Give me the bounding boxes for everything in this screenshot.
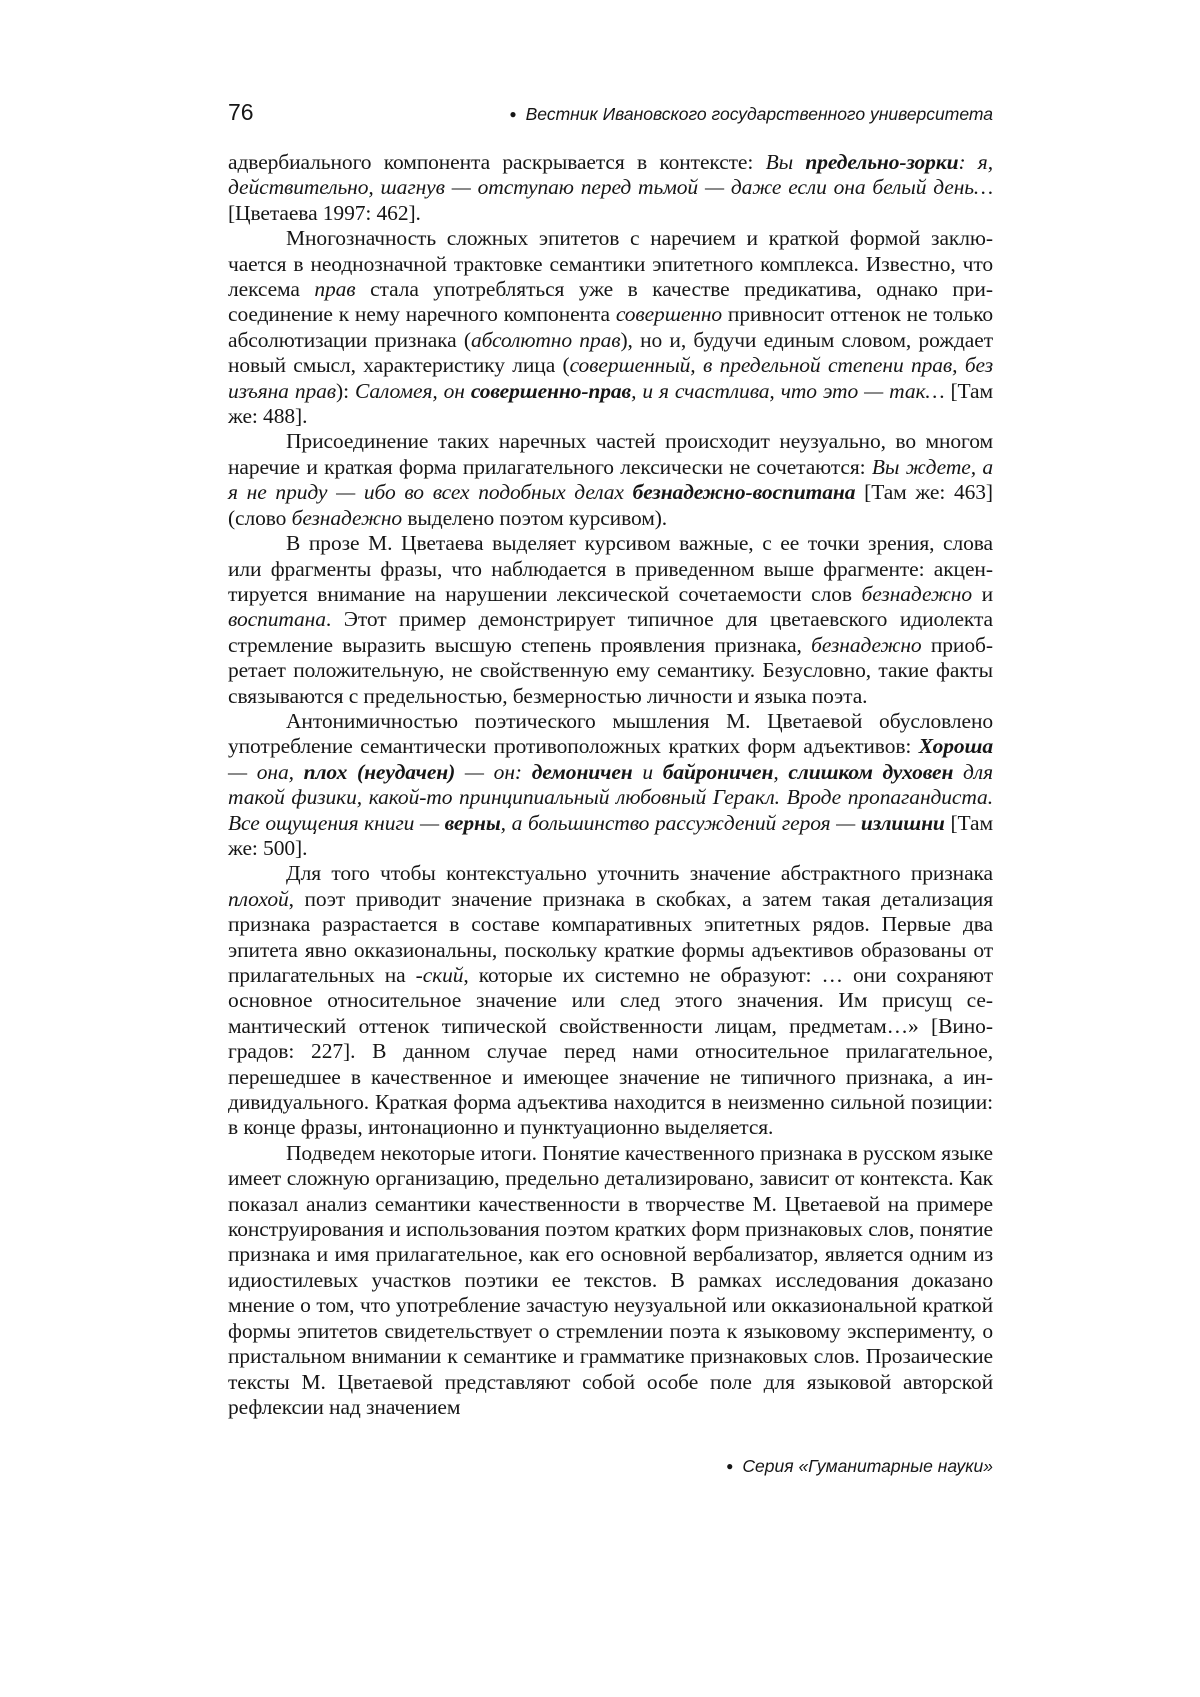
journal-title: Вестник Ивановского государственного университета [525, 104, 993, 124]
text-run: Подведем некоторые итоги. Понятие качественного признака в русском языке имеет сложную организацию, предельно детализировано, зависит от контекста. Как показал анализ семантики качественности в творчестве М. Цветаевой на примере конструирования и использования поэтом кратких форм признаковых слов, понятие признака и имя прилагательное, как его основной вербализатор, является одним из идиостилевых участков поэтики ее текстов. В рамках исследования доказано мнение о том, что употребление зачастую неузуальной или окказиональной краткой формы эпитетов свидетельствует о стремлении поэта к языковому эксперименту, о пристальном внимании к семантике и грамматике признаковых слов. Прозаические тексты М. Цветаевой представляют собой особе поле для языковой авторской рефлексии над значением [228, 1140, 993, 1419]
text-run: , а большинство рассуждений героя — [500, 810, 861, 835]
text-run: ): [336, 378, 355, 403]
text-run: верны [444, 810, 501, 835]
text-run: байроничен [662, 759, 774, 784]
text-run: , которые их системно не образуют: … они сохраняют основное относительное значение или след этого значения. Им присущ семантический оттенок типической свойственности лицам, предметам…» [Виноградов: 227]. В данном случае перед нами относительное прилагательное, перешедшее в качественное и имеющее значение не типичного признака, а индивидуального. Краткая форма адъектива находится в неизменно сильной позиции: в конце фразы, интонационно и пунктуационно выделяется. [228, 963, 994, 1140]
page-header [228, 101, 993, 125]
text-run: Для того чтобы контекстуально уточнить значение абстрактного признака [286, 861, 993, 886]
text-run: . Этот пример демонстрирует типичное для цветаевского идиолекта стремление выразить высшую степень проявления признака, [228, 607, 993, 657]
text-run: Многозначность сложных эпитетов с наречием и краткой формой заключается в неоднозначной трактовке семантики эпитетного комплекса. Известно, что лексема [228, 226, 993, 302]
text-run: для такой физики, какой-то принципиальный любовный Геракл. Вроде пропагандиста. Все ощущения книги — [228, 759, 993, 835]
page-number: 76 [228, 99, 254, 125]
bullet-icon: ● [726, 1459, 734, 1473]
text-run: привносит оттенок не только абсолютизации признака ( [228, 302, 993, 352]
text-run: , и я счастлива, что это — так… [631, 378, 951, 403]
text-run: В прозе М. Цветаева выделяет курсивом важные, с ее точки зрения, слова или фрагменты фразы, что наблюдается в приведенном выше фрагменте: акцентируется внимание на нарушении лексической сочетаемости слов [228, 531, 993, 606]
paragraph [228, 709, 993, 861]
text-run: прав [314, 277, 356, 302]
text-run: Антонимичностью поэтического мышления М. Цветаевой обусловлено употребление семантически противоположных кратких форм адъективов: [228, 708, 993, 759]
text-run: безнадежно-воспитана [632, 480, 856, 505]
text-run: совершенный, в предельной степени прав, без изъяна прав [228, 353, 993, 403]
text-run: абсолютно прав [470, 327, 621, 352]
paragraph [228, 429, 993, 531]
text-run: Вы ждете, а я не приду — ибо во всех подобных делах [228, 454, 993, 505]
text-run: Хороша [918, 734, 993, 759]
paragraph [228, 226, 993, 429]
series-title: Серия «Гуманитарные науки» [742, 1456, 993, 1476]
text-run: ), но и, будучи единым словом, рождает новый смысл, характеристику лица ( [228, 327, 993, 378]
text-run: , [773, 759, 789, 784]
text-run: предельно-зорки [805, 150, 959, 174]
text-run: стала употребляться уже в качестве предикатива, однако присоединение к нему наречного компонента [228, 277, 993, 327]
paragraph [228, 1141, 993, 1420]
text-run: излишни [860, 810, 945, 835]
text-run: совершенно-прав [470, 378, 632, 403]
text-run: Саломея, он [354, 378, 471, 403]
text-run: слишком духовен [788, 759, 954, 784]
text-run: [Там же: 488]. [228, 378, 994, 429]
text-run: [Там же: 463] (слово [228, 480, 993, 530]
series-line [726, 1456, 993, 1476]
text-run: — он: [455, 759, 532, 784]
text-run: и [971, 581, 993, 606]
paragraph [228, 861, 993, 1140]
article-body [228, 150, 993, 1420]
text-run: Вы [765, 150, 806, 174]
page-footer [228, 1456, 993, 1477]
text-run: -ский [415, 963, 464, 987]
bullet-icon: ● [509, 107, 517, 121]
text-run: выделено поэтом курсивом). [402, 505, 668, 530]
text-run: приобретает положительную, не свойственную ему семантику. Безусловно, такие факты связываются с предельностью, безмерностью личности и языка поэта. [228, 632, 993, 708]
text-run: воспитана [228, 607, 326, 632]
text-run: : я, действительно, шагнув — отступаю перед тьмой — даже если она белый день… [228, 150, 993, 200]
text-run: адвербиального компонента раскрывается в контексте: [228, 150, 766, 174]
text-run: , поэт приводит значение признака в скобках, а затем такая детализация признака разрастается в составе компаративных эпитетных рядов. Первые два эпитета явно окказиональны, поскольку краткие формы адъективов образованы от прилагательных на [228, 886, 993, 987]
text-run: безнадежно [291, 505, 403, 530]
text-run: безнадежно [861, 581, 972, 606]
journal-running-title [509, 104, 993, 125]
text-run: плохой [228, 886, 289, 911]
text-run: [Цветаева 1997: 462]. [228, 200, 421, 225]
text-run: плох (неудачен) [303, 759, 456, 784]
text-run: совершенно [615, 302, 723, 327]
text-run: демоничен [531, 759, 633, 784]
text-run: — она, [228, 759, 304, 784]
paragraph [228, 531, 993, 709]
text-run: [Там же: 500]. [228, 810, 993, 860]
paragraph [228, 150, 993, 226]
text-run: и [632, 759, 663, 784]
text-run: Присоединение таких наречных частей происходит неузуально, во многом наречие и краткая форма прилагательного лексически не сочетаются: [228, 429, 993, 479]
text-run: безнадежно [811, 632, 922, 657]
